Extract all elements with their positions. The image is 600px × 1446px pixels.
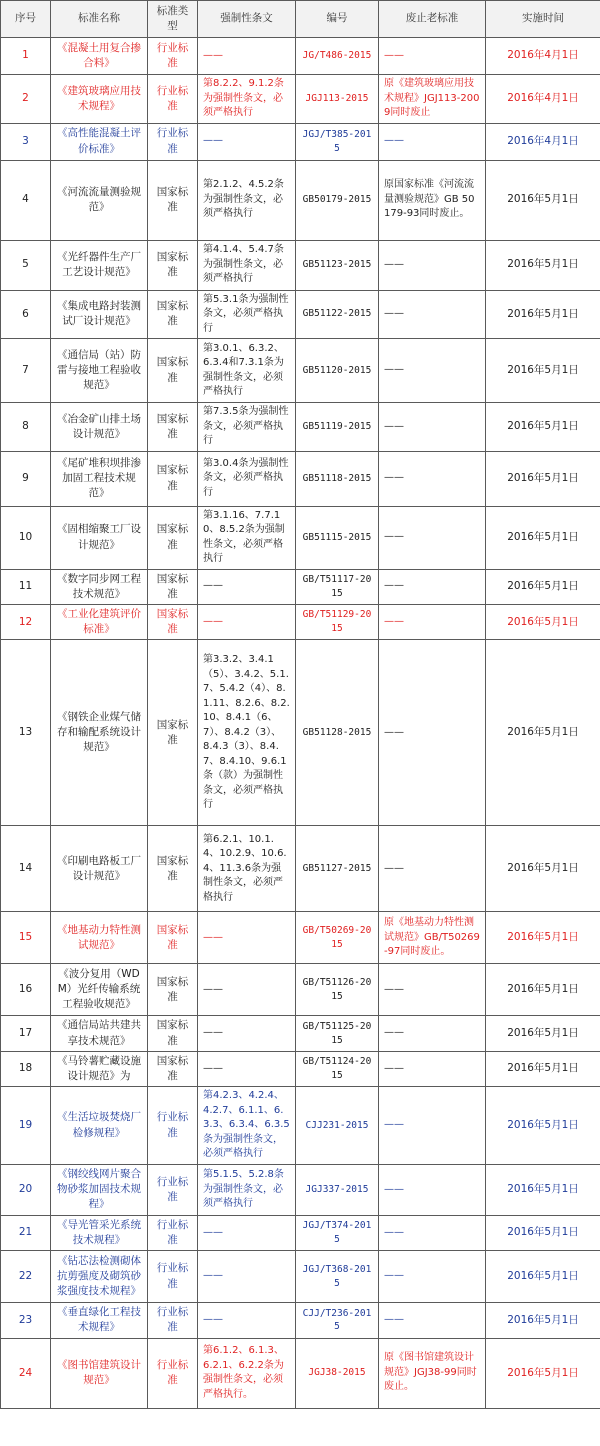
- table-row: [1, 1051, 600, 1086]
- effective-date: 2016年5月1日: [486, 912, 600, 964]
- row-number: 12: [1, 604, 51, 639]
- table-row: [1, 964, 600, 1016]
- obsolete-standard: ——: [379, 38, 486, 75]
- standard-code: JGJ337-2015: [296, 1164, 379, 1215]
- table-row: [1, 1303, 600, 1338]
- table-row: [1, 569, 600, 604]
- standard-type: 国家标准: [148, 240, 198, 290]
- effective-date: 2016年5月1日: [486, 1051, 600, 1086]
- row-number: 19: [1, 1087, 51, 1165]
- mandatory-clauses: ——: [198, 912, 296, 964]
- standard-code: GB51118-2015: [296, 451, 379, 506]
- table-row: [1, 1251, 600, 1303]
- effective-date: 2016年5月1日: [486, 640, 600, 826]
- standard-name: 《混凝土用复合掺合料》: [51, 38, 148, 75]
- mandatory-clauses: ——: [198, 1303, 296, 1338]
- row-number: 9: [1, 451, 51, 506]
- standard-type: 国家标准: [148, 290, 198, 339]
- mandatory-clauses: 第8.2.2、9.1.2条为强制性条文，必须严格执行: [198, 75, 296, 124]
- standard-type: 行业标准: [148, 1164, 198, 1215]
- header-obsolete: 废止老标准: [379, 1, 486, 38]
- table-row: [1, 1164, 600, 1215]
- standard-name: 《光纤器件生产厂工艺设计规范》: [51, 240, 148, 290]
- effective-date: 2016年5月1日: [486, 1215, 600, 1250]
- mandatory-clauses: ——: [198, 964, 296, 1016]
- standard-type: 国家标准: [148, 451, 198, 506]
- mandatory-clauses: 第5.3.1条为强制性条文，必须严格执行: [198, 290, 296, 339]
- standard-type: 国家标准: [148, 339, 198, 403]
- standard-name: 《集成电路封装测试厂设计规范》: [51, 290, 148, 339]
- standard-type: 行业标准: [148, 1338, 198, 1408]
- table-row: [1, 451, 600, 506]
- header-type: 标准类型: [148, 1, 198, 38]
- effective-date: 2016年5月1日: [486, 826, 600, 912]
- header-code: 编号: [296, 1, 379, 38]
- table-row: [1, 826, 600, 912]
- obsolete-standard: 原国家标准《河流流量测验规范》GB 50179-93同时废止。: [379, 160, 486, 240]
- effective-date: 2016年5月1日: [486, 290, 600, 339]
- obsolete-standard: ——: [379, 339, 486, 403]
- header-no: 序号: [1, 1, 51, 38]
- table-body: [1, 38, 600, 1409]
- mandatory-clauses: 第3.0.1、6.3.2、6.3.4和7.3.1条为强制性条文，必须严格执行: [198, 339, 296, 403]
- mandatory-clauses: 第2.1.2、4.5.2条为强制性条文，必须严格执行: [198, 160, 296, 240]
- standard-type: 行业标准: [148, 1251, 198, 1303]
- standard-name: 《河流流量测验规范》: [51, 160, 148, 240]
- effective-date: 2016年5月1日: [486, 1087, 600, 1165]
- mandatory-clauses: ——: [198, 569, 296, 604]
- obsolete-standard: 原《地基动力特性测试规范》GB/T50269-97同时废止。: [379, 912, 486, 964]
- obsolete-standard: ——: [379, 826, 486, 912]
- row-number: 3: [1, 123, 51, 160]
- standard-name: 《波分复用（WDM）光纤传输系统工程验收规范》: [51, 964, 148, 1016]
- standard-code: GB/T51124-2015: [296, 1051, 379, 1086]
- obsolete-standard: ——: [379, 1016, 486, 1051]
- table-row: [1, 403, 600, 452]
- obsolete-standard: ——: [379, 964, 486, 1016]
- table-row: [1, 240, 600, 290]
- effective-date: 2016年5月1日: [486, 506, 600, 569]
- standard-type: 行业标准: [148, 1215, 198, 1250]
- effective-date: 2016年5月1日: [486, 1251, 600, 1303]
- row-number: 23: [1, 1303, 51, 1338]
- row-number: 15: [1, 912, 51, 964]
- standard-name: 《导光管采光系统技术规程》: [51, 1215, 148, 1250]
- standard-type: 行业标准: [148, 38, 198, 75]
- standard-code: GB/T50269-2015: [296, 912, 379, 964]
- effective-date: 2016年4月1日: [486, 123, 600, 160]
- table-row: [1, 1016, 600, 1051]
- standard-code: JGJ113-2015: [296, 75, 379, 124]
- mandatory-clauses: 第4.1.4、5.4.7条为强制性条文，必须严格执行: [198, 240, 296, 290]
- obsolete-standard: ——: [379, 451, 486, 506]
- obsolete-standard: ——: [379, 604, 486, 639]
- obsolete-standard: ——: [379, 1251, 486, 1303]
- row-number: 14: [1, 826, 51, 912]
- row-number: 22: [1, 1251, 51, 1303]
- standard-code: GB/T51125-2015: [296, 1016, 379, 1051]
- mandatory-clauses: 第3.0.4条为强制性条文，必须严格执行: [198, 451, 296, 506]
- effective-date: 2016年5月1日: [486, 1164, 600, 1215]
- standard-code: GB50179-2015: [296, 160, 379, 240]
- mandatory-clauses: 第7.3.5条为强制性条文，必须严格执行: [198, 403, 296, 452]
- standard-type: 国家标准: [148, 506, 198, 569]
- standard-code: CJJ231-2015: [296, 1087, 379, 1165]
- standard-name: 《冶金矿山排土场设计规范》: [51, 403, 148, 452]
- table-row: [1, 290, 600, 339]
- table-row: [1, 912, 600, 964]
- mandatory-clauses: ——: [198, 1016, 296, 1051]
- obsolete-standard: ——: [379, 569, 486, 604]
- standard-code: GB51115-2015: [296, 506, 379, 569]
- standard-code: GB51122-2015: [296, 290, 379, 339]
- standard-name: 《马铃薯贮藏设施设计规范》为: [51, 1051, 148, 1086]
- table-row: [1, 1087, 600, 1165]
- standard-name: 《图书馆建筑设计规范》: [51, 1338, 148, 1408]
- standard-type: 国家标准: [148, 826, 198, 912]
- obsolete-standard: ——: [379, 240, 486, 290]
- standard-code: GB/T51126-2015: [296, 964, 379, 1016]
- standard-name: 《生活垃圾焚烧厂检修规程》: [51, 1087, 148, 1165]
- standard-name: 《钢绞线网片聚合物砂浆加固技术规程》: [51, 1164, 148, 1215]
- row-number: 18: [1, 1051, 51, 1086]
- effective-date: 2016年4月1日: [486, 75, 600, 124]
- standard-type: 行业标准: [148, 1087, 198, 1165]
- obsolete-standard: ——: [379, 506, 486, 569]
- obsolete-standard: ——: [379, 1215, 486, 1250]
- table-row: [1, 75, 600, 124]
- effective-date: 2016年5月1日: [486, 403, 600, 452]
- standard-code: JGJ/T368-2015: [296, 1251, 379, 1303]
- standard-code: CJJ/T236-2015: [296, 1303, 379, 1338]
- effective-date: 2016年5月1日: [486, 604, 600, 639]
- row-number: 20: [1, 1164, 51, 1215]
- standard-code: JG/T486-2015: [296, 38, 379, 75]
- standard-name: 《钢铁企业煤气储存和输配系统设计规范》: [51, 640, 148, 826]
- mandatory-clauses: ——: [198, 123, 296, 160]
- standard-name: 《钻芯法检测砌体抗剪强度及砌筑砂浆强度技术规程》: [51, 1251, 148, 1303]
- standard-type: 国家标准: [148, 964, 198, 1016]
- standard-type: 国家标准: [148, 403, 198, 452]
- mandatory-clauses: 第6.2.1、10.1.4、10.2.9、10.6.4、11.3.6条为强制性条文，必须严格执行: [198, 826, 296, 912]
- standard-type: 国家标准: [148, 604, 198, 639]
- effective-date: 2016年5月1日: [486, 160, 600, 240]
- standard-name: 《高性能混凝土评价标准》: [51, 123, 148, 160]
- row-number: 11: [1, 569, 51, 604]
- table-row: [1, 339, 600, 403]
- standard-code: GB51123-2015: [296, 240, 379, 290]
- standard-type: 国家标准: [148, 912, 198, 964]
- header-row: [1, 1, 600, 38]
- header-name: 标准名称: [51, 1, 148, 38]
- mandatory-clauses: 第6.1.2、6.1.3、6.2.1、6.2.2条为强制性条文，必须严格执行。: [198, 1338, 296, 1408]
- effective-date: 2016年5月1日: [486, 1016, 600, 1051]
- obsolete-standard: 原《建筑玻璃应用技术规程》JGJ113-2009同时废止: [379, 75, 486, 124]
- standard-code: JGJ/T385-2015: [296, 123, 379, 160]
- table-row: [1, 123, 600, 160]
- effective-date: 2016年5月1日: [486, 451, 600, 506]
- row-number: 10: [1, 506, 51, 569]
- mandatory-clauses: ——: [198, 38, 296, 75]
- header-date: 实施时间: [486, 1, 600, 38]
- standard-code: JGJ38-2015: [296, 1338, 379, 1408]
- standard-type: 国家标准: [148, 1051, 198, 1086]
- standard-code: GB51127-2015: [296, 826, 379, 912]
- row-number: 7: [1, 339, 51, 403]
- standard-code: GB51128-2015: [296, 640, 379, 826]
- obsolete-standard: ——: [379, 1087, 486, 1165]
- row-number: 1: [1, 38, 51, 75]
- row-number: 21: [1, 1215, 51, 1250]
- obsolete-standard: ——: [379, 1303, 486, 1338]
- standard-name: 《印刷电路板工厂设计规范》: [51, 826, 148, 912]
- standard-name: 《垂直绿化工程技术规程》: [51, 1303, 148, 1338]
- table-row: [1, 160, 600, 240]
- row-number: 8: [1, 403, 51, 452]
- standard-code: GB/T51117-2015: [296, 569, 379, 604]
- obsolete-standard: ——: [379, 1164, 486, 1215]
- table-row: [1, 506, 600, 569]
- mandatory-clauses: ——: [198, 604, 296, 639]
- standard-type: 国家标准: [148, 569, 198, 604]
- row-number: 13: [1, 640, 51, 826]
- standard-type: 行业标准: [148, 75, 198, 124]
- standard-name: 《尾矿堆积坝排渗加固工程技术规范》: [51, 451, 148, 506]
- mandatory-clauses: ——: [198, 1215, 296, 1250]
- standard-type: 行业标准: [148, 123, 198, 160]
- mandatory-clauses: ——: [198, 1051, 296, 1086]
- standard-type: 国家标准: [148, 640, 198, 826]
- effective-date: 2016年5月1日: [486, 569, 600, 604]
- standard-code: GB51119-2015: [296, 403, 379, 452]
- row-number: 4: [1, 160, 51, 240]
- effective-date: 2016年4月1日: [486, 38, 600, 75]
- standard-code: GB/T51129-2015: [296, 604, 379, 639]
- obsolete-standard: 原《图书馆建筑设计规范》JGJ38-99同时废止。: [379, 1338, 486, 1408]
- row-number: 6: [1, 290, 51, 339]
- obsolete-standard: ——: [379, 290, 486, 339]
- standard-name: 《工业化建筑评价标准》: [51, 604, 148, 639]
- effective-date: 2016年5月1日: [486, 339, 600, 403]
- standard-type: 国家标准: [148, 1016, 198, 1051]
- obsolete-standard: ——: [379, 640, 486, 826]
- obsolete-standard: ——: [379, 123, 486, 160]
- standard-name: 《数字同步网工程技术规范》: [51, 569, 148, 604]
- effective-date: 2016年5月1日: [486, 964, 600, 1016]
- standard-name: 《通信局（站）防雷与接地工程验收规范》: [51, 339, 148, 403]
- effective-date: 2016年5月1日: [486, 1303, 600, 1338]
- table-row: [1, 1338, 600, 1408]
- mandatory-clauses: ——: [198, 1251, 296, 1303]
- standard-name: 《建筑玻璃应用技术规程》: [51, 75, 148, 124]
- standard-code: GB51120-2015: [296, 339, 379, 403]
- mandatory-clauses: 第5.1.5、5.2.8条为强制性条文，必须严格执行: [198, 1164, 296, 1215]
- obsolete-standard: ——: [379, 403, 486, 452]
- standard-type: 行业标准: [148, 1303, 198, 1338]
- header-mandatory: 强制性条文: [198, 1, 296, 38]
- standard-code: JGJ/T374-2015: [296, 1215, 379, 1250]
- row-number: 2: [1, 75, 51, 124]
- standard-type: 国家标准: [148, 160, 198, 240]
- row-number: 16: [1, 964, 51, 1016]
- row-number: 5: [1, 240, 51, 290]
- standard-name: 《地基动力特性测试规范》: [51, 912, 148, 964]
- table-row: [1, 1215, 600, 1250]
- row-number: 17: [1, 1016, 51, 1051]
- standard-name: 《通信局站共建共享技术规范》: [51, 1016, 148, 1051]
- obsolete-standard: ——: [379, 1051, 486, 1086]
- mandatory-clauses: 第3.1.16、7.7.10、8.5.2条为强制性条文，必须严格执行: [198, 506, 296, 569]
- mandatory-clauses: 第3.3.2、3.4.1（5）、3.4.2、5.1.7、5.4.2（4）、8.1.11、8.2.6、8.2.10、8.4.1（6、7）、8.4.2（3）、8.4.3（3）、8.4.7、8.4.10、9.6.1条（款）为强制性条文，必须严格执行: [198, 640, 296, 826]
- standard-name: 《固相缩聚工厂设计规范》: [51, 506, 148, 569]
- row-number: 24: [1, 1338, 51, 1408]
- table-row: [1, 38, 600, 75]
- effective-date: 2016年5月1日: [486, 1338, 600, 1408]
- effective-date: 2016年5月1日: [486, 240, 600, 290]
- table-row: [1, 640, 600, 826]
- mandatory-clauses: 第4.2.3、4.2.4、4.2.7、6.1.1、6.3.3、6.3.4、6.3.5条为强制性条文，必须严格执行: [198, 1087, 296, 1165]
- table-row: [1, 604, 600, 639]
